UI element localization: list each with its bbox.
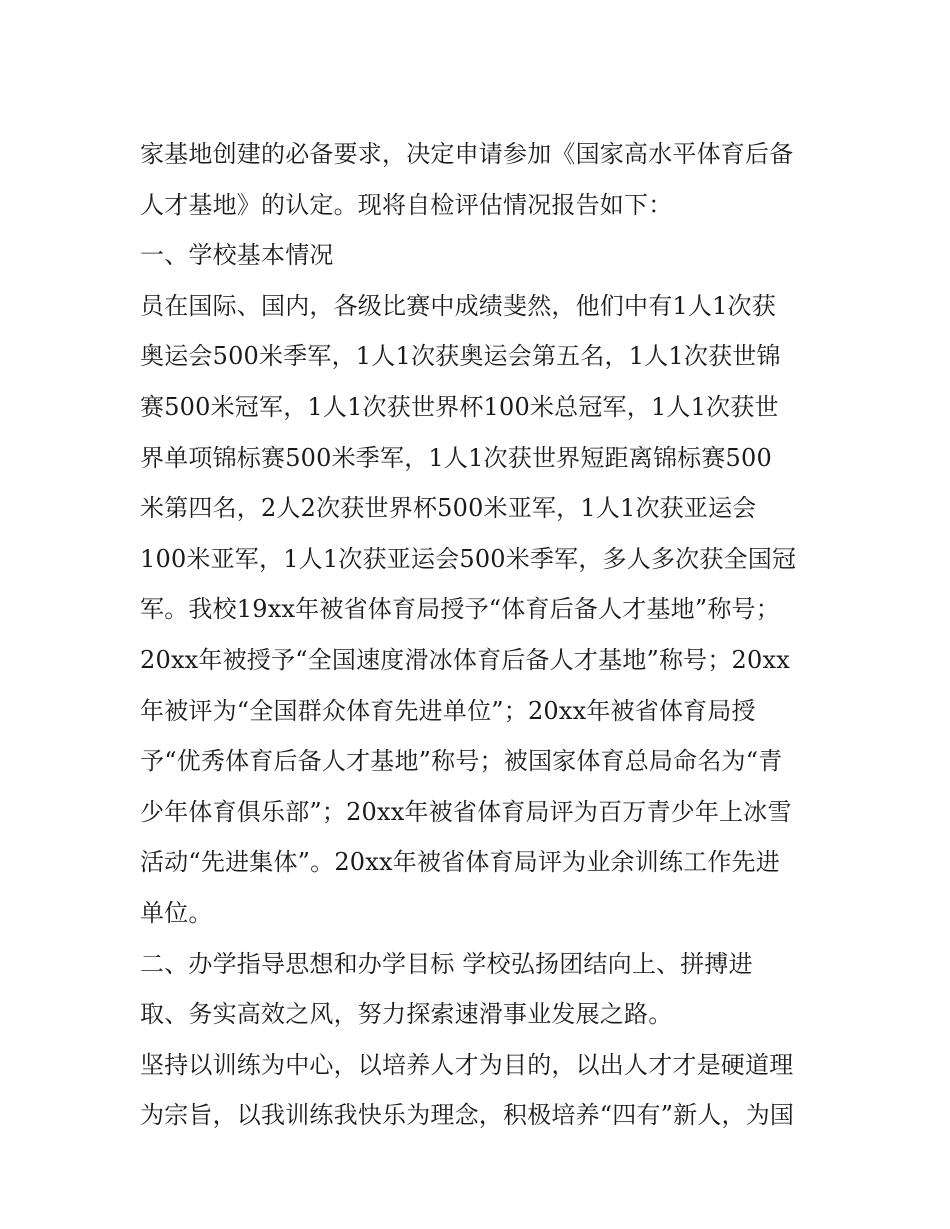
text-line: 活动“先进集体”。20xx年被省体育局评为业余训练工作先进: [140, 848, 780, 877]
text-line: 年被评为“全国群众体育先进单位”；20xx年被省体育局授: [140, 696, 756, 725]
text-line: 人才基地》的认定。现将自检评估情况报告如下：: [140, 190, 673, 219]
document-body: [140, 129, 820, 1141]
text-line: 界单项锦标赛500米季军，1人1次获世界短距离锦标赛500: [140, 443, 772, 472]
text-line: 坚持以训练为中心，以培养人才为目的，以出人才才是硬道理: [140, 1050, 794, 1079]
text-line: 员在国际、国内，各级比赛中成绩斐然，他们中有1人1次获: [140, 291, 776, 320]
text-line: 为宗旨，以我训练我快乐为理念，积极培养“四有”新人，为国: [140, 1101, 795, 1130]
text-line: 家基地创建的必备要求，决定申请参加《国家高水平体育后备: [140, 140, 794, 168]
text-line: 100米亚军，1人1次获亚运会500米季军，多人多次获全国冠: [140, 544, 797, 573]
text-line: 予“优秀体育后备人才基地”称号；被国家体育总局命名为“青: [140, 747, 783, 776]
text-line: 单位。: [140, 898, 213, 927]
text-line: 军。我校19xx年被省体育局授予“体育后备人才基地”称号；: [140, 595, 780, 624]
text-line: 取、务实高效之风，努力探索速滑事业发展之路。: [140, 1000, 673, 1029]
text-line: 米第四名，2人2次获世界杯500米亚军，1人1次获亚运会: [140, 494, 757, 523]
text-line: 赛500米冠军，1人1次获世界杯100米总冠军，1人1次获世: [140, 392, 779, 421]
section-heading: 二、办学指导思想和办学目标 学校弘扬团结向上、拼搏进: [140, 949, 753, 978]
text-line: 少年体育俱乐部”；20xx年被省体育局评为百万青少年上冰雪: [140, 797, 792, 826]
text-line: 20xx年被授予“全国速度滑冰体育后备人才基地”称号；20xx: [140, 645, 790, 674]
section-heading: 一、学校基本情况: [140, 241, 334, 270]
text-line: 奥运会500米季军，1人1次获奥运会第五名，1人1次获世锦: [140, 342, 781, 371]
